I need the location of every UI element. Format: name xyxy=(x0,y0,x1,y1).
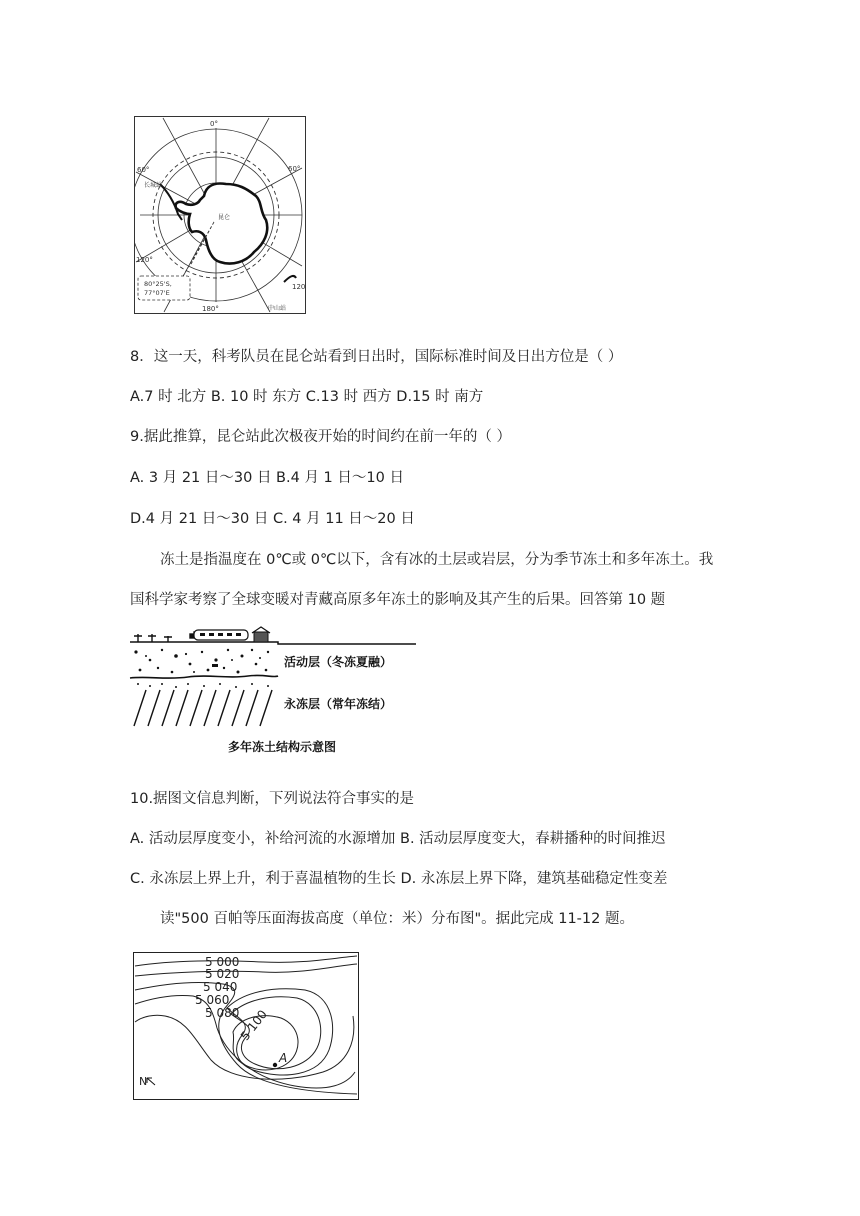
contour-label-5080: 5 080 xyxy=(205,1006,240,1020)
station-label-center: 昆仑 xyxy=(218,214,231,221)
contour-label-5060: 5 060 xyxy=(195,993,230,1007)
passage-2-line1: 读"500 百帕等压面海拔高度（单位：米）分布图"。据此完成 11-12 题。 xyxy=(160,911,634,927)
question-8-stem: 8．这一天，科考队员在昆仑站看到日出时，国际标准时间及日出方位是（ ） xyxy=(130,349,623,365)
contour-label-5000: 5 000 xyxy=(205,955,240,969)
question-9-options-line1: A. 3 月 21 日～30 日 B.4 月 1 日～10 日 xyxy=(130,470,404,486)
coords-label-line1: 80°25'S, xyxy=(144,280,172,288)
active-layer-label: 活动层（冬冻夏融） xyxy=(284,655,393,669)
degree-label-0: 0° xyxy=(210,120,218,128)
degree-label-120-right: 120 xyxy=(292,283,306,291)
contour-label-5020: 5 020 xyxy=(205,967,240,981)
degree-label-120-left: 120° xyxy=(136,256,153,264)
permafrost-layer-label: 永冻层（常年冻结） xyxy=(284,697,393,711)
question-8-options: A.7 时 北方 B. 10 时 东方 C.13 时 西方 D.15 时 南方 xyxy=(130,389,484,405)
contour-label-5100: 5 100 xyxy=(237,1007,270,1044)
question-10-stem: 10.据图文信息判断，下列说法符合事实的是 xyxy=(130,791,415,807)
point-a-label: A xyxy=(279,1051,288,1065)
isobaric-contour-map xyxy=(133,952,359,1100)
coords-label-line2: 77°07'E xyxy=(144,289,170,297)
north-label: N xyxy=(139,1075,148,1088)
permafrost-structure-diagram xyxy=(128,626,418,758)
degree-label-60-left: 60° xyxy=(137,166,150,174)
question-10-options-line1: A. 活动层厚度变小，补给河流的水源增加 B. 活动层厚度变大，春耕播种的时间推迟 xyxy=(130,831,666,847)
figure-2-caption: 多年冻土结构示意图 xyxy=(228,740,337,754)
station-label-left: 长城站 xyxy=(144,182,163,189)
passage-1-line1: 冻土是指温度在 0℃或 0℃以下，含有冰的土层或岩层，分为季节冻土和多年冻土。我 xyxy=(160,552,714,568)
question-9-options-line2: D.4 月 21 日～30 日 C. 4 月 11 日～20 日 xyxy=(130,511,415,527)
degree-label-180: 180° xyxy=(202,305,219,313)
contour-label-5040: 5 040 xyxy=(203,980,238,994)
question-9-stem: 9.据此推算，昆仑站此次极夜开始的时间约在前一年的（ ） xyxy=(130,429,511,445)
question-10-options-line2: C. 永冻层上界上升，利于喜温植物的生长 D. 永冻层上界下降，建筑基础稳定性变差 xyxy=(130,871,668,887)
antarctica-polar-map xyxy=(134,116,306,314)
passage-1-line2: 国科学家考察了全球变暖对青藏高原多年冻土的影响及其产生的后果。回答第 10 题 xyxy=(130,592,666,608)
station-label-right: 中山站 xyxy=(268,305,287,312)
degree-label-60-right: 60° xyxy=(288,165,301,173)
